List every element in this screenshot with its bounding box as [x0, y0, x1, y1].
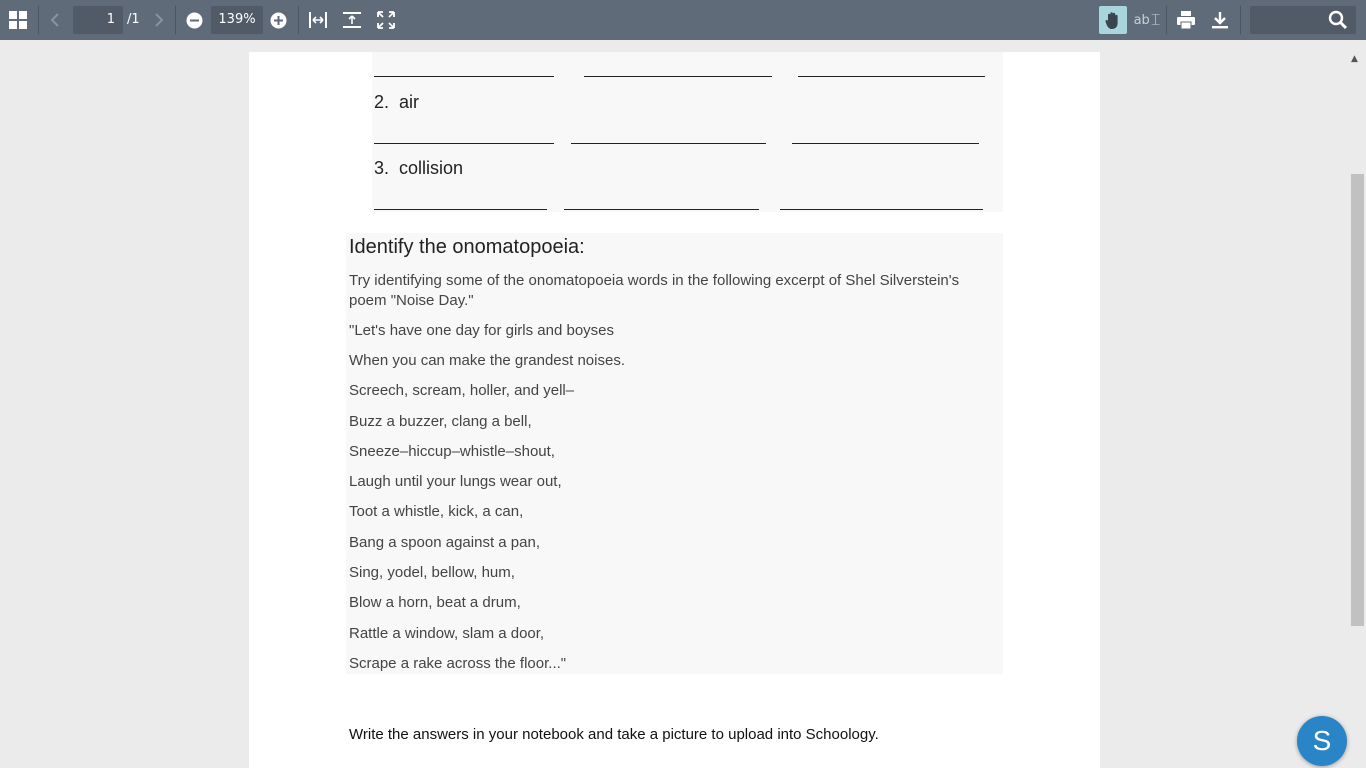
assignment-instruction: Write the answers in your notebook and take a picture to upload into Schoology.: [349, 726, 879, 743]
vocab-item: [374, 92, 419, 113]
section-heading: Identify the onomatopoeia:: [349, 236, 585, 258]
fit-width-icon[interactable]: [308, 11, 328, 29]
next-page-icon[interactable]: [150, 12, 166, 28]
page-number-input[interactable]: 1: [73, 6, 123, 34]
toolbar-divider: [175, 6, 176, 34]
answer-blank-line: [798, 76, 985, 77]
poem-line: "Let's have one day for girls and boyses: [349, 322, 615, 339]
answer-blank-line: [374, 143, 554, 144]
document-viewer[interactable]: [0, 40, 1366, 768]
poem-line: Bang a spoon against a pan,: [349, 534, 540, 551]
poem-line: Blow a horn, beat a drum,: [349, 594, 521, 611]
download-icon[interactable]: [1210, 10, 1230, 30]
toolbar-divider: [1166, 6, 1167, 34]
scroll-up-arrow-icon[interactable]: ▲: [1351, 54, 1358, 64]
poem-line: Scrape a rake across the floor...": [349, 655, 567, 672]
previous-page-icon[interactable]: [48, 12, 64, 28]
zoom-out-icon[interactable]: [186, 12, 203, 29]
toolbar-divider: [38, 6, 39, 34]
zoom-in-icon[interactable]: [270, 12, 287, 29]
poem-line: When you can make the grandest noises.: [349, 352, 625, 369]
section-intro-text: Try identifying some of the onomatopoeia words in the following excerpt of Shel Silverstein's poem "Noise Day.": [349, 272, 960, 309]
poem-line: Toot a whistle, kick, a can,: [349, 503, 524, 520]
page-total-label: /1: [127, 12, 140, 27]
poem-line: Screech, scream, holler, and yell–: [349, 382, 575, 399]
poem-line: Sneeze–hiccup–whistle–shout,: [349, 443, 555, 460]
pdf-page: [249, 52, 1100, 768]
search-icon[interactable]: [1328, 10, 1348, 30]
answer-blank-line: [584, 76, 772, 77]
poem-line: Rattle a window, slam a door,: [349, 625, 545, 642]
zoom-level-field[interactable]: 139%: [211, 6, 263, 34]
schoology-launcher-button[interactable]: S: [1297, 716, 1347, 766]
answer-blank-line: [571, 143, 766, 144]
fullscreen-icon[interactable]: [376, 11, 396, 29]
answer-blank-line: [374, 209, 547, 210]
vocab-item: [374, 158, 463, 179]
text-select-tool-button[interactable]: [1134, 10, 1160, 30]
scrollbar-thumb[interactable]: [1351, 174, 1364, 626]
poem-line: Buzz a buzzer, clang a bell,: [349, 413, 532, 430]
vocab-item-number: 3.: [374, 158, 390, 178]
answer-blank-line: [374, 76, 554, 77]
text-cursor-icon: ⌶: [1150, 10, 1161, 29]
thumbnails-grid-icon[interactable]: [8, 10, 28, 30]
answer-blank-line: [564, 209, 759, 210]
toolbar-divider: [298, 6, 299, 34]
vocab-item-word: air: [399, 92, 420, 112]
toolbar-divider: [1240, 6, 1241, 34]
answer-blank-line: [780, 209, 983, 210]
fit-page-icon[interactable]: [342, 11, 362, 29]
hand-icon: [1099, 6, 1127, 34]
answer-blank-line: [792, 143, 979, 144]
pdf-toolbar: [0, 0, 1366, 40]
vocab-item-word: collision: [399, 158, 464, 178]
text-select-label: ab: [1133, 12, 1150, 28]
print-icon[interactable]: [1176, 10, 1196, 30]
poem-line: Sing, yodel, bellow, hum,: [349, 564, 515, 581]
vocab-item-number: 2.: [374, 92, 390, 112]
hand-tool-button[interactable]: [1099, 6, 1127, 34]
poem-line: Laugh until your lungs wear out,: [349, 473, 562, 490]
